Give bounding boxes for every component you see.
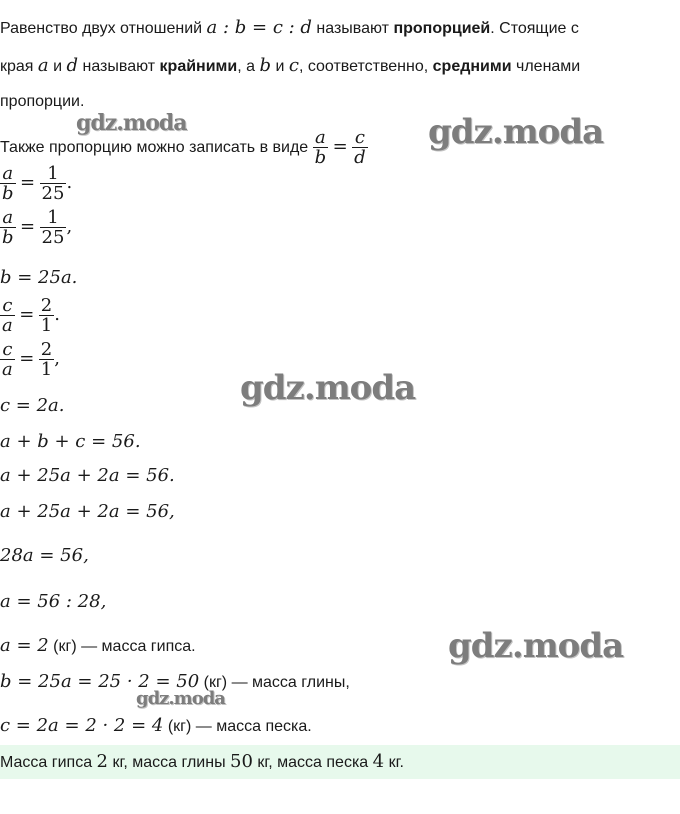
watermark-logo: gdz.moda [428, 112, 604, 152]
intro-line-4: Также пропорцию можно записать в виде $\frac{a}{b}$ = $\frac{c}{d}$ [0, 127, 366, 169]
intro-line-1: Равенство двух отношений a : b = c : d называют пропорцией. Стоящие с [0, 17, 579, 38]
result-sand: c = 2a = 2 · 2 = 4 (кг) — масса песка. [0, 715, 312, 736]
watermark-logo: gdz.moda [240, 368, 416, 408]
result-clay: b = 25a = 25 · 2 = 50 (кг) — масса глины, [0, 671, 350, 692]
step-ratio-ca-1: $\frac{c}{a}$ = $\frac{2}{1}$ . [2, 295, 60, 337]
step-sum-2: a + 25a + 2a = 56. [0, 465, 175, 486]
step-c-2a: c = 2a. [0, 395, 65, 416]
step-sum-3: a + 25a + 2a = 56, [0, 501, 175, 522]
intro-line-3: пропорции. [0, 93, 85, 110]
step-sum-1: a + b + c = 56. [0, 431, 141, 452]
step-b-25a: b = 25a. [0, 267, 78, 288]
term-extreme: крайними [159, 58, 238, 75]
step-28a: 28a = 56, [0, 545, 89, 566]
term-middle: средними [432, 58, 512, 75]
watermark-logo: gdz.moda [136, 688, 225, 709]
watermark-logo: gdz.moda [76, 110, 187, 136]
answer-banner: Масса гипса 2 кг, масса глины 50 кг, масса песка 4 кг. [0, 745, 680, 779]
step-ratio-ab-1: $\frac{a}{b}$ = $\frac{1}{25}$ . [2, 163, 73, 205]
term-proportion: пропорцией [393, 20, 491, 37]
watermark-logo: gdz.moda [448, 626, 624, 666]
math-proportion: a : b = c : d [206, 17, 312, 38]
step-ratio-ab-2: $\frac{a}{b}$ = $\frac{1}{25}$ , [2, 207, 73, 249]
intro-line-2: края a и d называют крайними, а b и c, соответственно, средними членами [0, 55, 581, 76]
step-ratio-ca-2: $\frac{c}{a}$ = $\frac{2}{1}$ , [2, 339, 60, 381]
step-divide: a = 56 : 28, [0, 591, 107, 612]
result-gypsum: a = 2 (кг) — масса гипса. [0, 635, 196, 656]
